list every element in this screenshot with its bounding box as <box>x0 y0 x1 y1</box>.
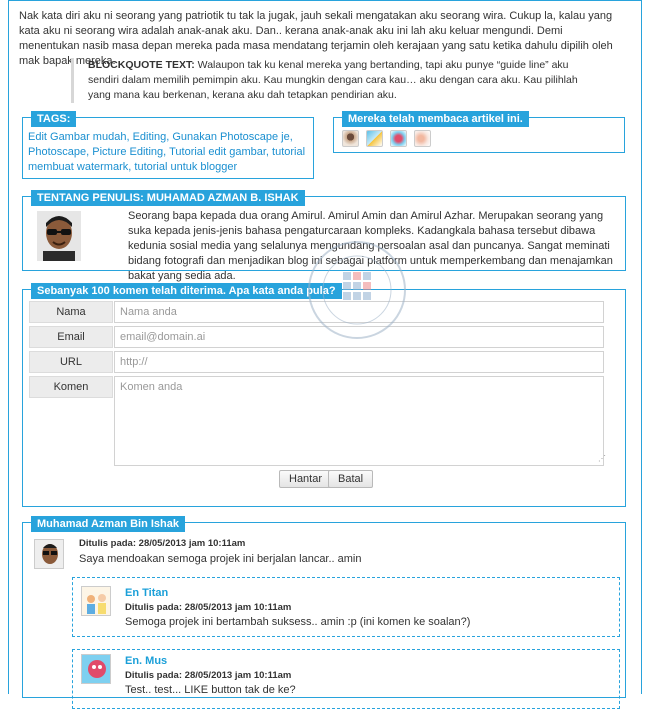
blockquote-label: BLOCKQUOTE TEXT: <box>88 59 195 71</box>
comment-date-label: Ditulis pada: <box>79 538 137 549</box>
submit-button[interactable]: Hantar <box>279 470 332 488</box>
url-label: URL <box>29 351 113 373</box>
reply-date-value: 28/05/2013 jam 10:11am <box>184 670 292 681</box>
name-label: Nama <box>29 301 113 323</box>
author-avatar-icon <box>37 211 81 261</box>
reader-avatar[interactable] <box>366 130 383 147</box>
url-input[interactable] <box>114 351 604 373</box>
reply-date <box>125 670 291 681</box>
blockquote <box>71 58 591 103</box>
reply-date <box>125 602 291 613</box>
watermark-logo-icon <box>305 238 409 342</box>
resize-grip-icon[interactable]: ⋰ <box>598 454 606 463</box>
tag-link[interactable]: tutorial untuk blogger <box>134 161 238 173</box>
reply-text: Test.. test... LIKE button tak de ke? <box>125 684 296 696</box>
reply-avatar-icon <box>82 655 111 684</box>
tag-link[interactable]: Tutorial edit gambar <box>169 146 266 158</box>
thread-title: Muhamad Azman Bin Ishak <box>31 516 185 532</box>
blockquote-text: Walaupon tak ku kenal mereka yang bertanding, tapi aku punye “guide line” aku sendiri dalam memilih pemimpin aku. Kau mungkin dengan cara kau… aku dengan cara aku. Kau pilihlah yang mana kau berkenan, kerana aku dah tetapkan pendirian aku. <box>88 59 578 101</box>
reply-avatar <box>81 654 111 684</box>
comment-form-title: Sebanyak 100 komen telah diterima. Apa kata anda pula? <box>31 283 342 299</box>
reply-avatar <box>81 586 111 616</box>
tags-box <box>22 113 314 179</box>
tags-title: TAGS: <box>31 111 76 127</box>
reader-avatar[interactable] <box>390 130 407 147</box>
comment-avatar <box>34 539 64 569</box>
email-label: Email <box>29 326 113 348</box>
cancel-button[interactable]: Batal <box>328 470 373 488</box>
reader-avatar[interactable] <box>414 130 431 147</box>
tag-link[interactable]: tutorial membuat watermark <box>28 146 306 173</box>
commenter-avatar-icon <box>35 540 64 569</box>
reply-avatar-icon <box>82 587 111 616</box>
comment-date-value: 28/05/2013 jam 10:11am <box>138 538 246 549</box>
comment-text: Saya mendoakan semoga projek ini berjalan lancar.. amin <box>79 553 362 565</box>
tag-link[interactable]: Gunakan Photoscape je <box>172 131 290 143</box>
reply-text: Semoga projek ini bertambah suksess.. amin :p (ini komen ke soalan?) <box>125 616 471 628</box>
comment-label: Komen <box>29 376 113 398</box>
reply-item <box>72 649 620 709</box>
reply-author[interactable]: En. Mus <box>125 655 168 667</box>
reply-date-label: Ditulis pada: <box>125 602 183 613</box>
reply-author[interactable]: En Titan <box>125 587 169 599</box>
tag-link[interactable]: Editing <box>132 131 167 143</box>
comment-thread <box>22 518 626 698</box>
tag-link[interactable]: Picture Editing <box>92 146 164 158</box>
author-title: TENTANG PENULIS: MUHAMAD AZMAN B. ISHAK <box>31 190 305 206</box>
author-bio: Seorang bapa kepada dua orang Amirul. Amirul Amin dan Amirul Azhar. Merupakan seorang yang suka kepada jenis-jenis bahasa pengaturcaraan kompleks. Kadangkala bahasa tersebut dibawa kedunia sosial media yang selalunya mengundang persoalan asal dan puncanya. Sangat meminati bidang fotografi dan menjadikan blog ini sebagai platform untuk memperkembang dan menajamkan bakat yang sedia ada. <box>128 210 613 282</box>
url-row <box>29 351 609 373</box>
reply-date-label: Ditulis pada: <box>125 670 183 681</box>
readers-title: Mereka telah membaca artikel ini. <box>342 111 529 127</box>
tags-list: Edit Gambar mudah, Editing, Gunakan Photoscape je, Photoscape, Picture Editing, Tutorial edit gambar, tutorial membuat watermark, tutorial untuk blogger <box>28 131 306 173</box>
tag-link[interactable]: Photoscape <box>28 146 87 158</box>
reply-item <box>72 577 620 637</box>
comment-textarea[interactable] <box>114 376 604 466</box>
article-intro: Nak kata diri aku ni seorang yang patriotik tu tak la jugak, jauh sekali mengatakan aku seorang wira. Cukup la, kalau yang kata aku ni seorang wira adalah anak-anak aku. Dan.. kerana anak-anak aku ini lah aku keluar mengundi. Demi menentukan nasib masa depan mereka pada masa mendatang terjamin oleh kerajaan yang satu ketika dahulu dipilih oleh mak bapak mereka. <box>19 10 613 67</box>
readers-box <box>333 113 625 153</box>
author-photo <box>37 211 81 261</box>
reader-avatar[interactable] <box>342 130 359 147</box>
tag-link[interactable]: Edit Gambar mudah <box>28 131 127 143</box>
comment-row <box>29 376 609 466</box>
reply-date-value: 28/05/2013 jam 10:11am <box>184 602 292 613</box>
comment-date <box>79 538 245 549</box>
reader-avatars <box>342 130 431 147</box>
